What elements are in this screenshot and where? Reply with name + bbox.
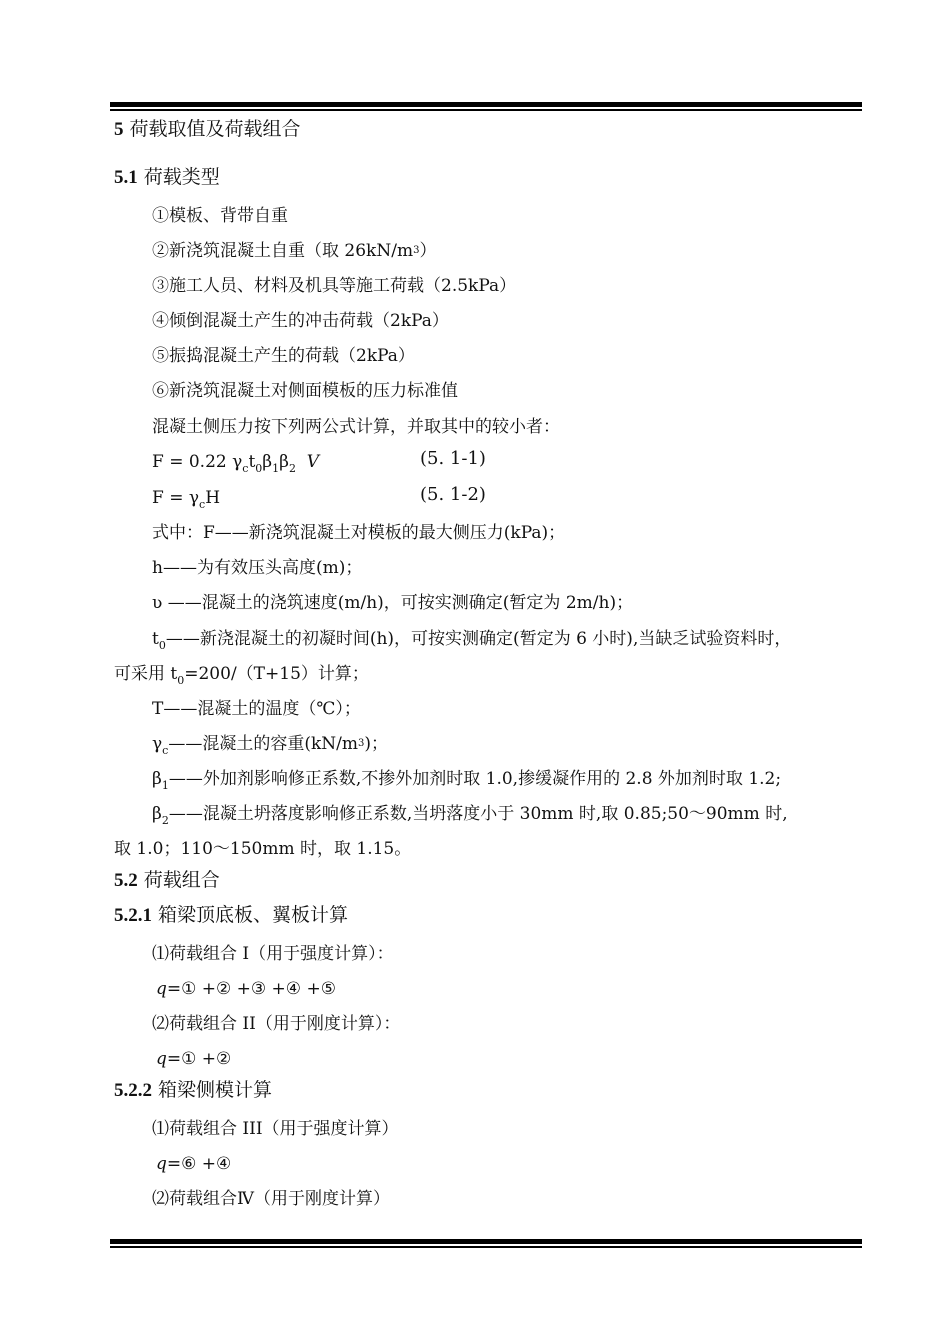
item-3: ③施工人员、材料及机具等施工荷载（2.5kPa） <box>152 276 517 296</box>
combo-4-caption: ⑵荷载组合Ⅳ（用于刚度计算） <box>152 1189 390 1209</box>
def-t0: $t_0——$新浇混凝土的初凝时间(h)，可按实测确定(暂定为 6 小时),当缺乏试验资料时， <box>152 629 792 652</box>
heading-5-2: 5.2 荷载组合 <box>114 869 220 891</box>
def-t0-cont: 可采用 $t_0=200/(T+15)$计算； <box>114 664 369 687</box>
combo-3-formula: q=⑥ +④ <box>156 1154 232 1174</box>
item-6: ⑥新浇筑混凝土对侧面模板的压力标准值 <box>152 381 458 401</box>
def-beta-2: $\beta_2——$混凝土坍落度影响修正系数,当坍落度小于 30mm 时,取 0.85;50～90mm 时, <box>152 804 788 827</box>
top-rule <box>110 102 862 111</box>
combo-2-formula: q=① +② <box>156 1049 232 1069</box>
heading-5: 5 荷载取值及荷载组合 <box>114 118 301 140</box>
item-4: ④倾倒混凝土产生的冲击荷载（2kPa） <box>152 311 449 331</box>
def-h: h——为有效压头高度(m)； <box>152 558 363 578</box>
bottom-rule <box>110 1239 862 1248</box>
heading-5-2-2: 5.2.2 箱梁侧模计算 <box>114 1079 273 1101</box>
formula-5-1-2: $F = \gamma_cH$ <box>152 488 221 511</box>
heading-5-1: 5.1 荷载类型 <box>114 166 220 188</box>
calc-intro: 混凝土侧压力按下列两公式计算，并取其中的较小者： <box>152 417 560 437</box>
def-beta-1: $\beta_1——$外加剂影响修正系数,不掺外加剂时取 1.0,掺缓凝作用的 2.8 外加剂时取 1.2; <box>152 769 782 792</box>
combo-2-caption: ⑵荷载组合 II（用于刚度计算）： <box>152 1014 401 1034</box>
combo-1-formula: q=① +② +③ +④ +⑤ <box>156 979 336 999</box>
formula-number-2: (5. 1-2) <box>420 484 486 505</box>
item-5: ⑤振捣混凝土产生的荷载（2kPa） <box>152 346 415 366</box>
def-gamma-c: $\gamma_c——$混凝土的容重$(kN/m^3)$； <box>152 734 389 757</box>
heading-5-2-1: 5.2.1 箱梁顶底板、翼板计算 <box>114 904 349 926</box>
item-2: ②新浇筑混凝土自重（取 $26kN/m^3$） <box>152 241 437 261</box>
formula-5-1-1: F = 0.22 $\gamma_ct_0\beta_1\beta_2$ V <box>152 452 320 475</box>
formula-number-1: (5. 1-1) <box>420 448 486 469</box>
def-T: T——混凝土的温度（℃）； <box>152 699 361 719</box>
def-v: ʋ ——混凝土的浇筑速度(m/h)，可按实测确定(暂定为 2m/h)； <box>152 593 634 613</box>
def-F: 式中：F——新浇筑混凝土对模板的最大侧压力(kPa)； <box>152 523 566 543</box>
item-1: ①模板、背带自重 <box>152 206 288 226</box>
combo-3-caption: ⑴荷载组合 III（用于强度计算） <box>152 1119 399 1139</box>
combo-1-caption: ⑴荷载组合 I（用于强度计算）： <box>152 944 394 964</box>
def-beta-2-cont: 取 1.0；110～150mm 时，取 1.15。 <box>114 839 412 859</box>
